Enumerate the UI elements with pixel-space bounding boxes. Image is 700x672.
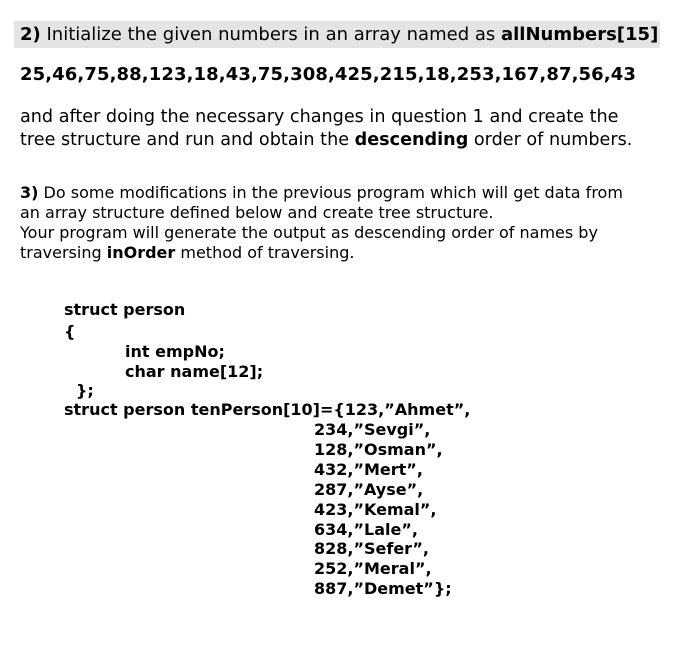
question-2-number: 2) bbox=[20, 24, 41, 45]
question-2-line-2 bbox=[20, 129, 680, 152]
question-3-number: 3) bbox=[20, 183, 39, 202]
open-brace: { bbox=[64, 322, 76, 341]
question-3 bbox=[20, 183, 680, 263]
question-3-line-3: Your program will generate the output as descending order of names by bbox=[20, 223, 598, 242]
question-2-line-1: and after doing the necessary changes in question 1 and create the bbox=[20, 107, 619, 127]
array-entry: 287,”Ayse”, bbox=[314, 480, 424, 499]
close-brace: }; bbox=[76, 381, 94, 400]
array-entry: 128,”Osman”, bbox=[314, 440, 443, 459]
question-3-line-1 bbox=[20, 183, 680, 203]
question-3-line-1-text: Do some modifications in the previous program which will get data from bbox=[38, 183, 623, 202]
descending-keyword: descending bbox=[354, 130, 469, 150]
inorder-keyword: inOrder bbox=[106, 243, 176, 262]
number-list: 25,46,75,88,123,18,43,75,308,425,215,18,253,167,87,56,43 bbox=[20, 64, 636, 85]
array-entry: 252,”Meral”, bbox=[314, 559, 432, 578]
array-entry: 234,”Sevgi”, bbox=[314, 420, 431, 439]
array-declaration: struct person tenPerson[10]={123,”Ahmet”, bbox=[64, 400, 471, 419]
array-entry: 432,”Mert”, bbox=[314, 460, 423, 479]
question-2-heading-text: Initialize the given numbers in an array named as bbox=[40, 24, 501, 45]
question-2-line-2-start: tree structure and run and obtain the bbox=[20, 130, 355, 150]
question-3-line-4 bbox=[20, 243, 680, 263]
field-empno: int empNo; bbox=[125, 342, 225, 361]
question-2-heading bbox=[14, 21, 660, 48]
field-name: char name[12]; bbox=[125, 362, 264, 381]
struct-declaration: struct person bbox=[64, 300, 186, 319]
question-2-line-2-end: order of numbers. bbox=[468, 130, 633, 150]
question-3-line-4-start: traversing bbox=[20, 243, 107, 262]
array-entry: 828,”Sefer”, bbox=[314, 539, 429, 558]
array-name: allNumbers[15] bbox=[500, 24, 659, 45]
array-entry: 887,”Demet”}; bbox=[314, 579, 452, 598]
array-entry: 423,”Kemal”, bbox=[314, 500, 437, 519]
question-2-instructions bbox=[20, 106, 680, 152]
question-3-line-4-end: method of traversing. bbox=[175, 243, 355, 262]
question-3-line-2: an array structure defined below and create tree structure. bbox=[20, 203, 494, 222]
array-entry: 634,”Lale”, bbox=[314, 520, 418, 539]
